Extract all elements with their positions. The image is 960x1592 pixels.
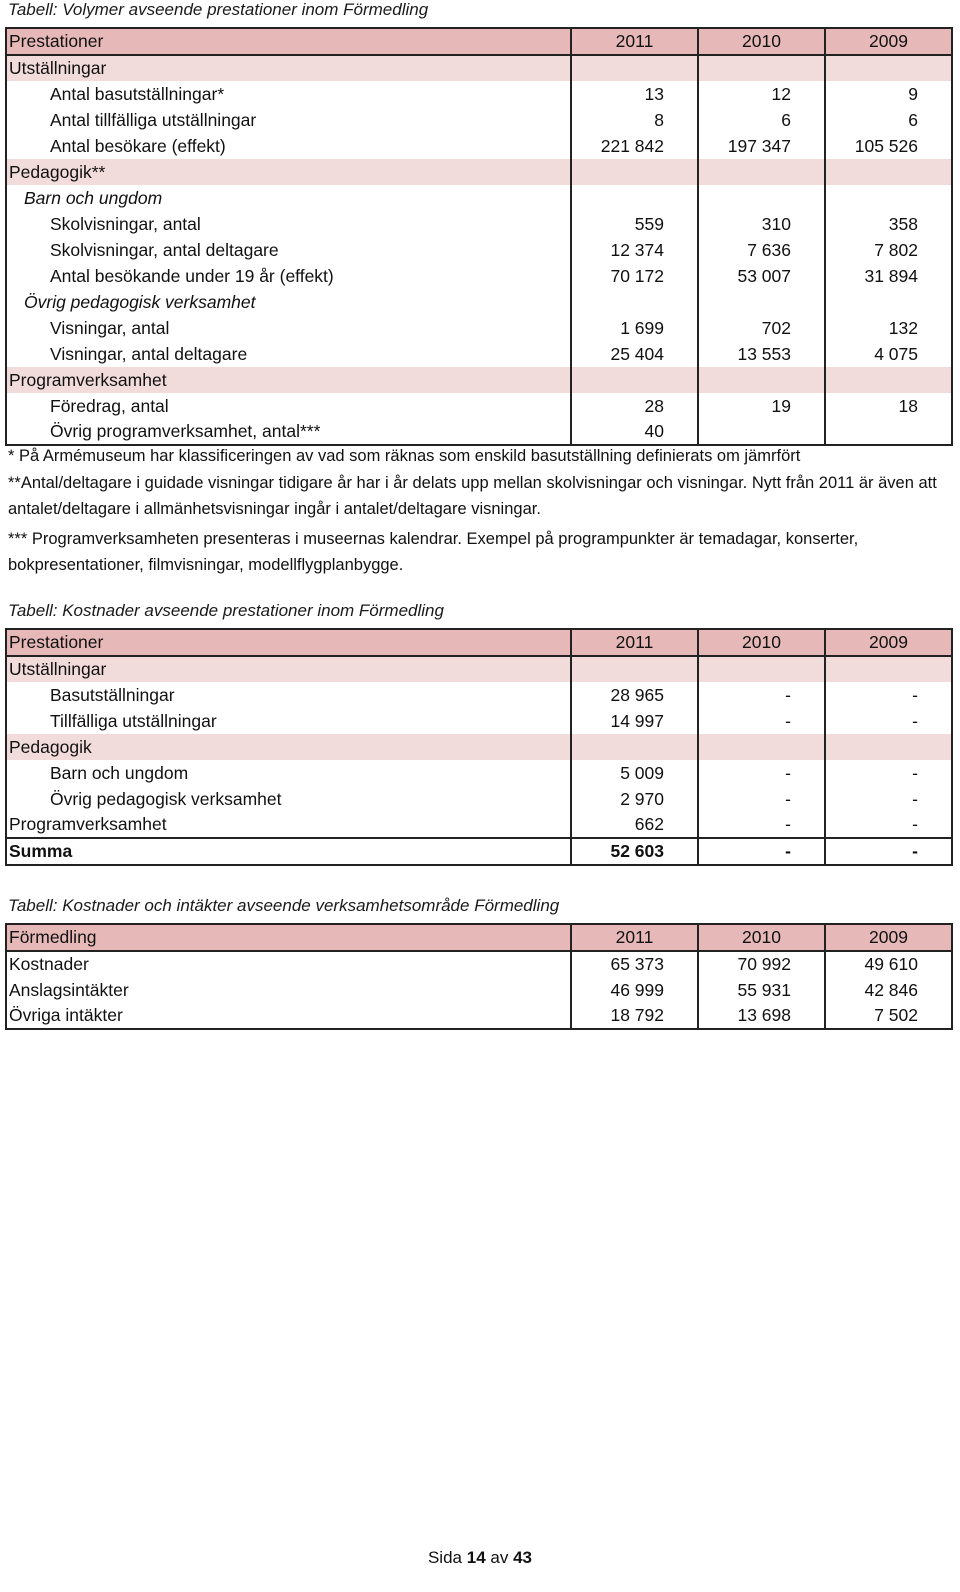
cell — [698, 185, 825, 211]
cell: - — [698, 708, 825, 734]
row-label: Pedagogik** — [6, 159, 571, 185]
cell: 14 997 — [571, 708, 698, 734]
cell: 132 — [825, 315, 952, 341]
cell: 40 — [571, 419, 698, 445]
cell: 42 846 — [825, 977, 952, 1003]
table-header-row — [6, 28, 952, 55]
row-label: Övriga intäkter — [6, 1003, 571, 1029]
row-label: Antal basutställningar* — [6, 81, 571, 107]
row-label: Tillfälliga utställningar — [6, 708, 571, 734]
table-header-row — [6, 924, 952, 951]
table-row — [6, 1003, 952, 1029]
cell: 662 — [571, 812, 698, 838]
footnote: **Antal/deltagare i guidade visningar tidigare år har i år delats upp mellan skolvisningar och visningar. Nytt från 2011 är även att antalet/deltagare i allmänhetsvisningar ingår i antalet/deltagare visningar. — [8, 473, 937, 518]
section-row — [6, 55, 952, 81]
cell: 1 699 — [571, 315, 698, 341]
cell — [571, 289, 698, 315]
cell: - — [698, 682, 825, 708]
cell: 7 636 — [698, 237, 825, 263]
cell: 197 347 — [698, 133, 825, 159]
table-row — [6, 263, 952, 289]
cell: 55 931 — [698, 977, 825, 1003]
cell: 7 502 — [825, 1003, 952, 1029]
table-row — [6, 81, 952, 107]
footnote: * På Armémuseum har klassificeringen av vad som räknas som enskild basutställning definierats om jämrfört — [8, 447, 801, 465]
cell: 9 — [825, 81, 952, 107]
row-label: Antal tillfälliga utställningar — [6, 107, 571, 133]
cell: 13 698 — [698, 1003, 825, 1029]
row-label: Utställningar — [6, 656, 571, 682]
section-row — [6, 367, 952, 393]
row-label: Barn och ungdom — [6, 760, 571, 786]
cell: 52 603 — [571, 838, 698, 865]
cell: 19 — [698, 393, 825, 419]
cell — [571, 656, 698, 682]
cell — [825, 734, 952, 760]
table-header-row — [6, 629, 952, 656]
cell: - — [698, 760, 825, 786]
cell: 28 — [571, 393, 698, 419]
row-label: Skolvisningar, antal — [6, 211, 571, 237]
cell: 105 526 — [825, 133, 952, 159]
cell: 13 — [571, 81, 698, 107]
row-label: Anslagsintäkter — [6, 977, 571, 1003]
cell — [571, 367, 698, 393]
table1-caption: Tabell: Volymer avseende prestationer inom Förmedling — [8, 0, 429, 19]
cell — [698, 419, 825, 445]
row-label: Pedagogik — [6, 734, 571, 760]
section-row — [6, 656, 952, 682]
cost-income-table — [5, 923, 953, 1030]
row-label: Basutställningar — [6, 682, 571, 708]
cell: - — [825, 812, 952, 838]
row-label: Kostnader — [6, 951, 571, 977]
row-label: Utställningar — [6, 55, 571, 81]
cell: 53 007 — [698, 263, 825, 289]
table2-caption: Tabell: Kostnader avseende prestationer inom Förmedling — [8, 601, 444, 620]
table-row — [6, 786, 952, 812]
row-label: Övrig pedagogisk verksamhet — [6, 786, 571, 812]
header-cell: 2010 — [698, 28, 825, 55]
cell: 8 — [571, 107, 698, 133]
header-cell: Prestationer — [6, 629, 571, 656]
section-row — [6, 159, 952, 185]
cell — [698, 734, 825, 760]
table-row — [6, 812, 952, 838]
table-row — [6, 315, 952, 341]
cell: - — [698, 812, 825, 838]
cell — [698, 55, 825, 81]
cell: - — [698, 838, 825, 865]
header-cell: 2011 — [571, 924, 698, 951]
cell — [825, 419, 952, 445]
row-label: Övrig pedagogisk verksamhet — [6, 289, 571, 315]
row-label: Övrig programverksamhet, antal*** — [6, 419, 571, 445]
subsection-row — [6, 185, 952, 211]
section-row — [6, 734, 952, 760]
cell: 559 — [571, 211, 698, 237]
header-cell: 2010 — [698, 629, 825, 656]
cell: 46 999 — [571, 977, 698, 1003]
cell — [571, 734, 698, 760]
cell — [825, 55, 952, 81]
header-cell: Förmedling — [6, 924, 571, 951]
row-label: Visningar, antal — [6, 315, 571, 341]
cost-table — [5, 628, 953, 866]
cell: 12 — [698, 81, 825, 107]
table-row — [6, 393, 952, 419]
cell — [571, 185, 698, 211]
cell: 5 009 — [571, 760, 698, 786]
cell — [571, 55, 698, 81]
cell: - — [825, 708, 952, 734]
cell: 18 792 — [571, 1003, 698, 1029]
cell: 31 894 — [825, 263, 952, 289]
cell: 70 992 — [698, 951, 825, 977]
cell: 7 802 — [825, 237, 952, 263]
cell — [825, 185, 952, 211]
cell: 358 — [825, 211, 952, 237]
cell: 25 404 — [571, 341, 698, 367]
cell — [825, 289, 952, 315]
table3-caption: Tabell: Kostnader och intäkter avseende verksamhetsområde Förmedling — [8, 896, 560, 915]
cell: 4 075 — [825, 341, 952, 367]
row-label: Summa — [6, 838, 571, 865]
volume-table — [5, 27, 953, 446]
cell: - — [825, 760, 952, 786]
total-pages: 43 — [513, 1548, 533, 1567]
cell: 28 965 — [571, 682, 698, 708]
cell — [698, 159, 825, 185]
row-label: Visningar, antal deltagare — [6, 341, 571, 367]
current-page: 14 — [466, 1548, 486, 1567]
table-row — [6, 133, 952, 159]
cell: - — [825, 682, 952, 708]
table-row — [6, 760, 952, 786]
footnote: *** Programverksamheten presenteras i museernas kalendrar. Exempel på programpunkter är temadagar, konserter, bokpresentationer, filmvisningar, modellflygplanbygge. — [8, 529, 859, 574]
header-cell: 2011 — [571, 28, 698, 55]
table-row — [6, 708, 952, 734]
cell: 12 374 — [571, 237, 698, 263]
header-cell: 2009 — [825, 924, 952, 951]
table-row — [6, 977, 952, 1003]
table-row — [6, 211, 952, 237]
cell: 702 — [698, 315, 825, 341]
table-row — [6, 682, 952, 708]
cell: 13 553 — [698, 341, 825, 367]
header-cell: 2009 — [825, 629, 952, 656]
row-label: Skolvisningar, antal deltagare — [6, 237, 571, 263]
cell: - — [698, 786, 825, 812]
table-row — [6, 237, 952, 263]
cell — [698, 656, 825, 682]
subsection-row — [6, 289, 952, 315]
cell: 6 — [825, 107, 952, 133]
header-cell: Prestationer — [6, 28, 571, 55]
cell: 49 610 — [825, 951, 952, 977]
cell: 221 842 — [571, 133, 698, 159]
cell: - — [825, 838, 952, 865]
header-cell: 2010 — [698, 924, 825, 951]
cell: 65 373 — [571, 951, 698, 977]
cell: 6 — [698, 107, 825, 133]
footnotes — [8, 443, 953, 579]
table-row — [6, 107, 952, 133]
cell — [698, 367, 825, 393]
page-prefix: Sida — [427, 1548, 462, 1567]
cell — [571, 159, 698, 185]
cell: 2 970 — [571, 786, 698, 812]
page-number — [0, 1548, 960, 1568]
row-label: Antal besökande under 19 år (effekt) — [6, 263, 571, 289]
row-label: Barn och ungdom — [6, 185, 571, 211]
row-label: Programverksamhet — [6, 367, 571, 393]
row-label: Antal besökare (effekt) — [6, 133, 571, 159]
cell — [825, 367, 952, 393]
cell — [698, 289, 825, 315]
header-cell: 2011 — [571, 629, 698, 656]
cell — [825, 159, 952, 185]
table-row — [6, 341, 952, 367]
table-row — [6, 951, 952, 977]
cell: 310 — [698, 211, 825, 237]
summary-row — [6, 838, 952, 865]
row-label: Föredrag, antal — [6, 393, 571, 419]
cell: - — [825, 786, 952, 812]
row-label: Programverksamhet — [6, 812, 571, 838]
cell: 18 — [825, 393, 952, 419]
table-row — [6, 419, 952, 445]
header-cell: 2009 — [825, 28, 952, 55]
cell — [825, 656, 952, 682]
page-separator: av — [490, 1548, 509, 1567]
cell: 70 172 — [571, 263, 698, 289]
